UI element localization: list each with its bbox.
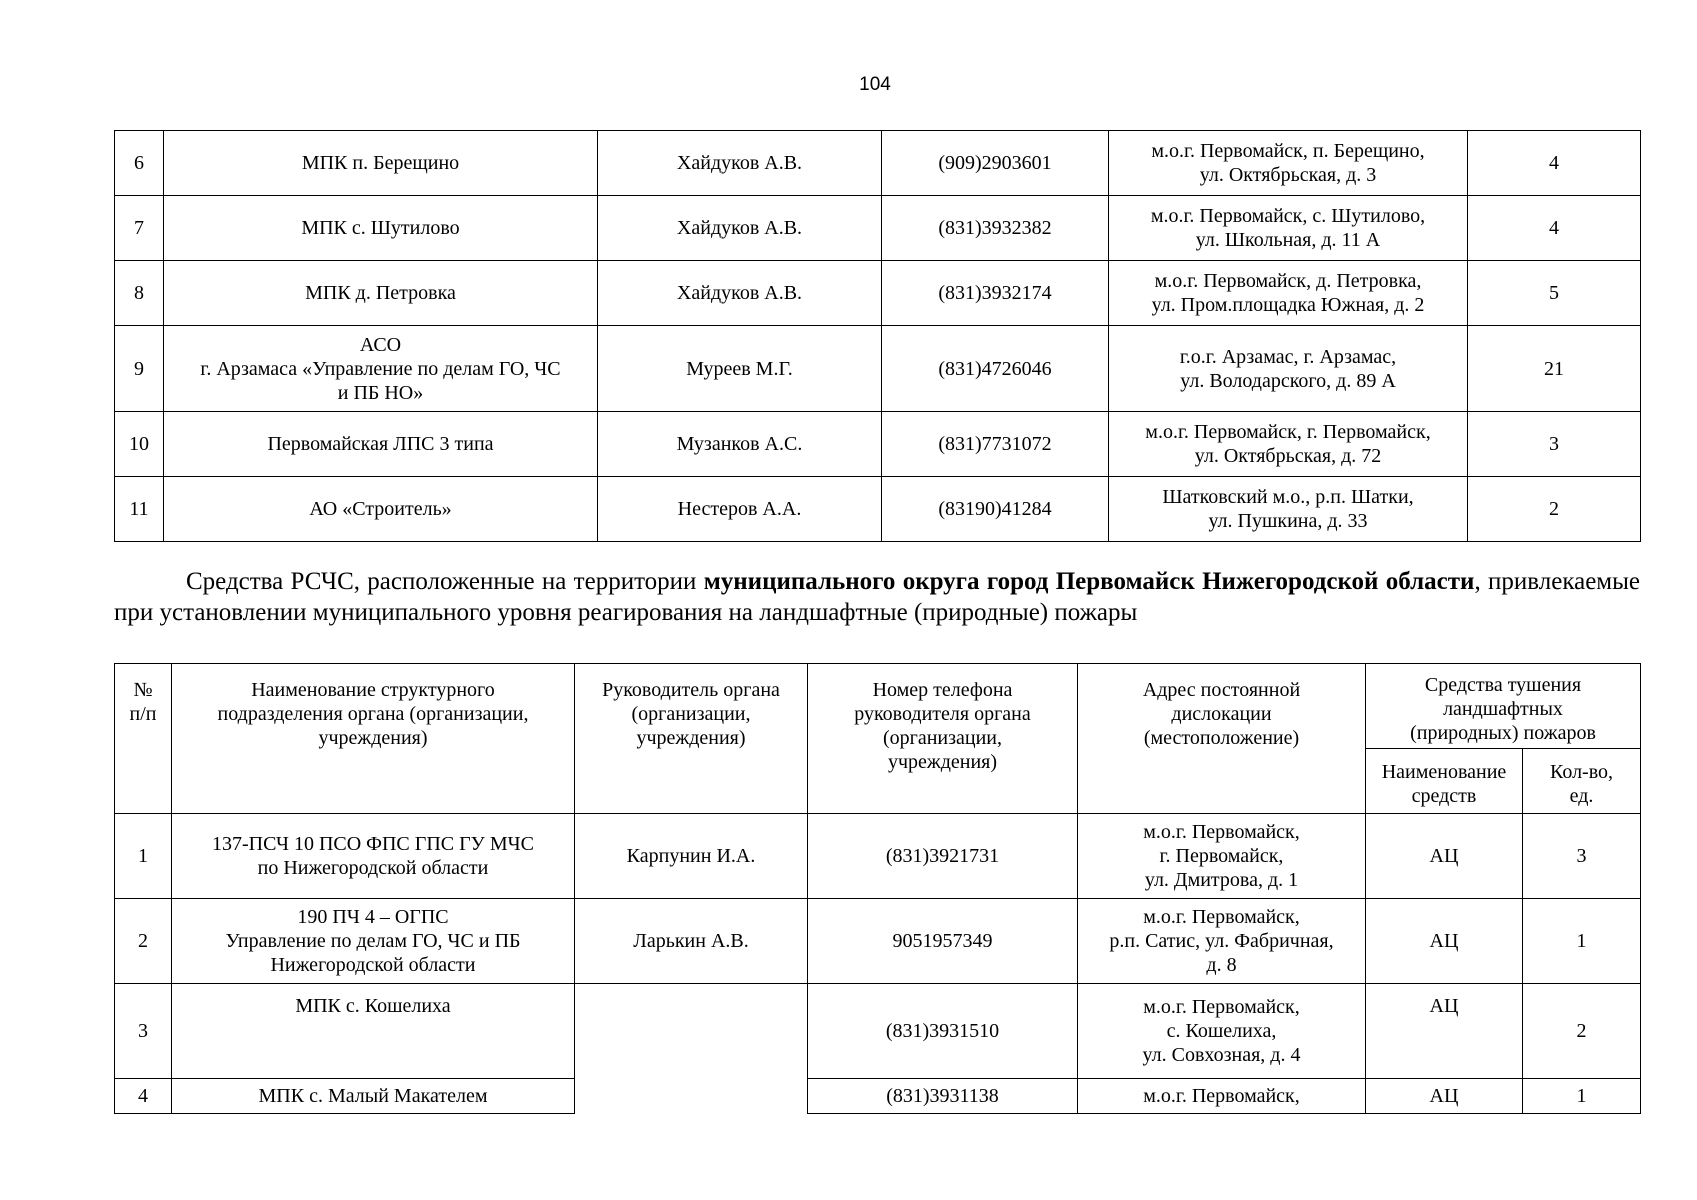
unit-name: МПК п. Берещино <box>164 131 598 196</box>
address: м.о.г. Первомайск, р.п. Сатис, ул. Фабричная, д. 8 <box>1078 899 1366 984</box>
phone-number: (831)3931138 <box>808 1079 1078 1114</box>
row-number: 10 <box>115 412 164 477</box>
row-number: 1 <box>115 814 172 899</box>
means-name: АЦ <box>1366 1079 1523 1114</box>
unit-name: Первомайская ЛПС 3 типа <box>164 412 598 477</box>
unit-head: Нестеров А.А. <box>598 477 882 542</box>
row-number: 11 <box>115 477 164 542</box>
table-row <box>115 1079 1641 1114</box>
phone-number: (831)3931510 <box>808 984 1078 1079</box>
unit-name: МПК с. Малый Макателем <box>172 1079 575 1114</box>
table-row <box>115 984 1641 1079</box>
unit-head: Карпунин И.А. <box>575 814 808 899</box>
row-number: 6 <box>115 131 164 196</box>
header-means-name: Наименование средств <box>1366 749 1523 814</box>
header-unit-head: Руководитель органа (организации, учреждения) <box>575 664 808 814</box>
row-number: 2 <box>115 899 172 984</box>
address: м.о.г. Первомайск, г. Первомайск, ул. Октябрьская, д. 72 <box>1109 412 1468 477</box>
row-number: 7 <box>115 196 164 261</box>
means-name: АЦ <box>1366 984 1523 1079</box>
header-phone: Номер телефона руководителя органа (организации, учреждения) <box>808 664 1078 814</box>
count: 4 <box>1468 131 1641 196</box>
phone-number: (831)3921731 <box>808 814 1078 899</box>
address: Шатковский м.о., р.п. Шатки, ул. Пушкина, д. 33 <box>1109 477 1468 542</box>
count: 4 <box>1468 196 1641 261</box>
table-top <box>114 130 1641 542</box>
unit-head: Хайдуков А.В. <box>598 131 882 196</box>
unit-name: 190 ПЧ 4 – ОГПС Управление по делам ГО, ЧС и ПБ Нижегородской области <box>172 899 575 984</box>
table-row <box>115 899 1641 984</box>
phone-number: (83190)41284 <box>882 477 1109 542</box>
unit-head: Ларькин А.В. <box>575 899 808 984</box>
heading-text-end: , привлекаемые при установлении муниципального уровня реагирования на ландшафтные (природные) пожары <box>114 568 1641 626</box>
heading-bold-text: муниципального округа город Первомайск Нижегородской области <box>703 568 1475 595</box>
means-name: АЦ <box>1366 899 1523 984</box>
unit-head <box>575 984 808 1114</box>
unit-name: АО «Строитель» <box>164 477 598 542</box>
count: 3 <box>1468 412 1641 477</box>
means-count: 1 <box>1523 1079 1641 1114</box>
count: 21 <box>1468 326 1641 412</box>
count: 5 <box>1468 261 1641 326</box>
row-number: 8 <box>115 261 164 326</box>
unit-name: МПК с. Шутилово <box>164 196 598 261</box>
row-number: 4 <box>115 1079 172 1114</box>
address: м.о.г. Первомайск, с. Кошелиха, ул. Совхозная, д. 4 <box>1078 984 1366 1079</box>
header-row <box>115 664 1641 749</box>
table-row <box>115 196 1641 261</box>
section-heading <box>114 566 1640 628</box>
header-means: Средства тушения ландшафтных (природных) пожаров <box>1366 664 1641 749</box>
heading-text-start: Средства РСЧС, расположенные на территории <box>186 568 704 595</box>
header-means-count: Кол-во, ед. <box>1523 749 1641 814</box>
unit-head: Хайдуков А.В. <box>598 261 882 326</box>
table-bottom <box>114 663 1641 1114</box>
count: 2 <box>1468 477 1641 542</box>
unit-head: Хайдуков А.В. <box>598 196 882 261</box>
phone-number: (831)3932382 <box>882 196 1109 261</box>
phone-number: (831)3932174 <box>882 261 1109 326</box>
address: м.о.г. Первомайск, с. Шутилово, ул. Школьная, д. 11 А <box>1109 196 1468 261</box>
means-count: 2 <box>1523 984 1641 1079</box>
row-number: 3 <box>115 984 172 1079</box>
table-row <box>115 131 1641 196</box>
unit-name: МПК с. Кошелиха <box>172 984 575 1079</box>
table-row <box>115 477 1641 542</box>
address: м.о.г. Первомайск, г. Первомайск, ул. Дмитрова, д. 1 <box>1078 814 1366 899</box>
unit-name: МПК д. Петровка <box>164 261 598 326</box>
means-name: АЦ <box>1366 814 1523 899</box>
address: м.о.г. Первомайск, д. Петровка, ул. Пром.площадка Южная, д. 2 <box>1109 261 1468 326</box>
table-row <box>115 326 1641 412</box>
unit-name: АСО г. Арзамаса «Управление по делам ГО, ЧС и ПБ НО» <box>164 326 598 412</box>
phone-number: (831)4726046 <box>882 326 1109 412</box>
address: г.о.г. Арзамас, г. Арзамас, ул. Володарского, д. 89 А <box>1109 326 1468 412</box>
page-number: 104 <box>859 74 891 95</box>
table-row <box>115 412 1641 477</box>
header-unit-name: Наименование структурного подразделения органа (организации, учреждения) <box>172 664 575 814</box>
row-number: 9 <box>115 326 164 412</box>
unit-head: Муреев М.Г. <box>598 326 882 412</box>
means-count: 1 <box>1523 899 1641 984</box>
means-count: 3 <box>1523 814 1641 899</box>
table-row <box>115 814 1641 899</box>
phone-number: (831)7731072 <box>882 412 1109 477</box>
address: м.о.г. Первомайск, <box>1078 1079 1366 1114</box>
address: м.о.г. Первомайск, п. Берещино, ул. Октябрьская, д. 3 <box>1109 131 1468 196</box>
table-row <box>115 261 1641 326</box>
phone-number: (909)2903601 <box>882 131 1109 196</box>
unit-head: Музанков А.С. <box>598 412 882 477</box>
unit-name: 137-ПСЧ 10 ПСО ФПС ГПС ГУ МЧС по Нижегородской области <box>172 814 575 899</box>
phone-number: 9051957349 <box>808 899 1078 984</box>
header-address: Адрес постоянной дислокации (местоположение) <box>1078 664 1366 814</box>
header-number: № п/п <box>115 664 172 814</box>
